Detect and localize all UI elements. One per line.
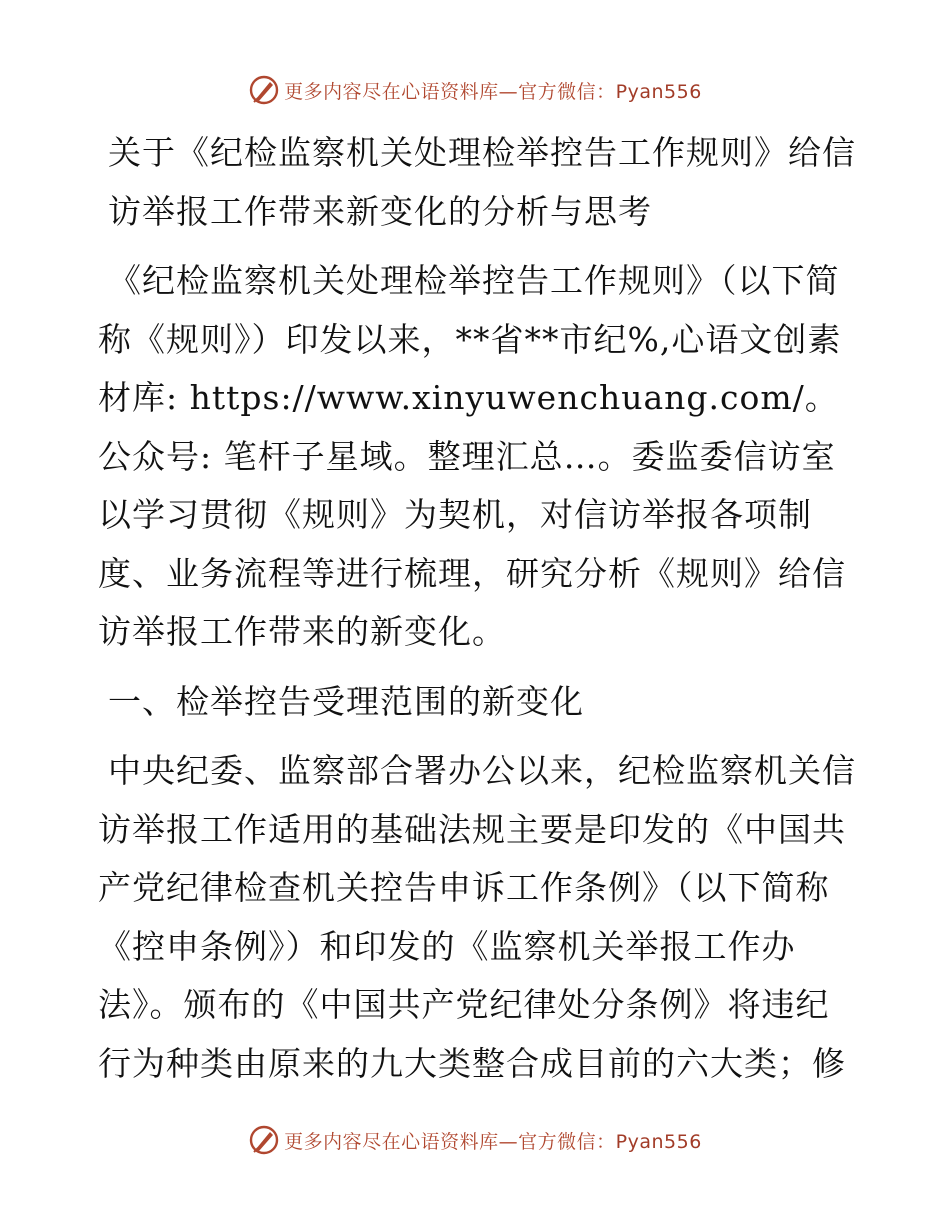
watermark-wechat-id: Pyan556 [615,1130,702,1153]
watermark-wechat-id: Pyan556 [615,80,702,103]
watermark-text: 更多内容尽在心语资料库—官方微信： [284,1130,616,1153]
watermark-text: 更多内容尽在心语资料库—官方微信： [284,80,616,103]
watermark-banner-bottom [0,1120,950,1160]
quill-pen-circle-icon [248,1124,280,1156]
section-heading-1: 一、检举控告受理范围的新变化 [108,681,584,721]
quill-pen-circle-icon [248,74,280,106]
document-body [98,124,858,1093]
paragraph-section-1: 中央纪委、监察部合署办公以来，纪检监察机关信访举报工作适用的基础法规主要是印发的《中国共产党纪律检查机关控告申诉工作条例》（以下简称《控申条例》）和印发的《监察机关举报工作办法》。颁布的《中国共产党纪律处分条例》将违纪行为种类由原来的九大类整合成目前的六大类；修 [98,751,856,1083]
paragraph-intro: 《纪检监察机关处理检举控告工作规则》（以下简称《规则》）印发以来，**省**市纪%,心语文创素材库: https://www.xinyuwenchuang.com/。公众号: 笔杆子星域。整理汇总…。委监委信访室以学习贯彻《规则》为契机，对信访举报各项制度、业务流程等进行梳理，研究分析《规则》给信访举报工作带来的新变化。 [98,261,846,651]
watermark-banner-top [0,70,950,110]
document-title: 关于《纪检监察机关处理检举控告工作规则》给信访举报工作带来新变化的分析与思考 [108,133,856,231]
